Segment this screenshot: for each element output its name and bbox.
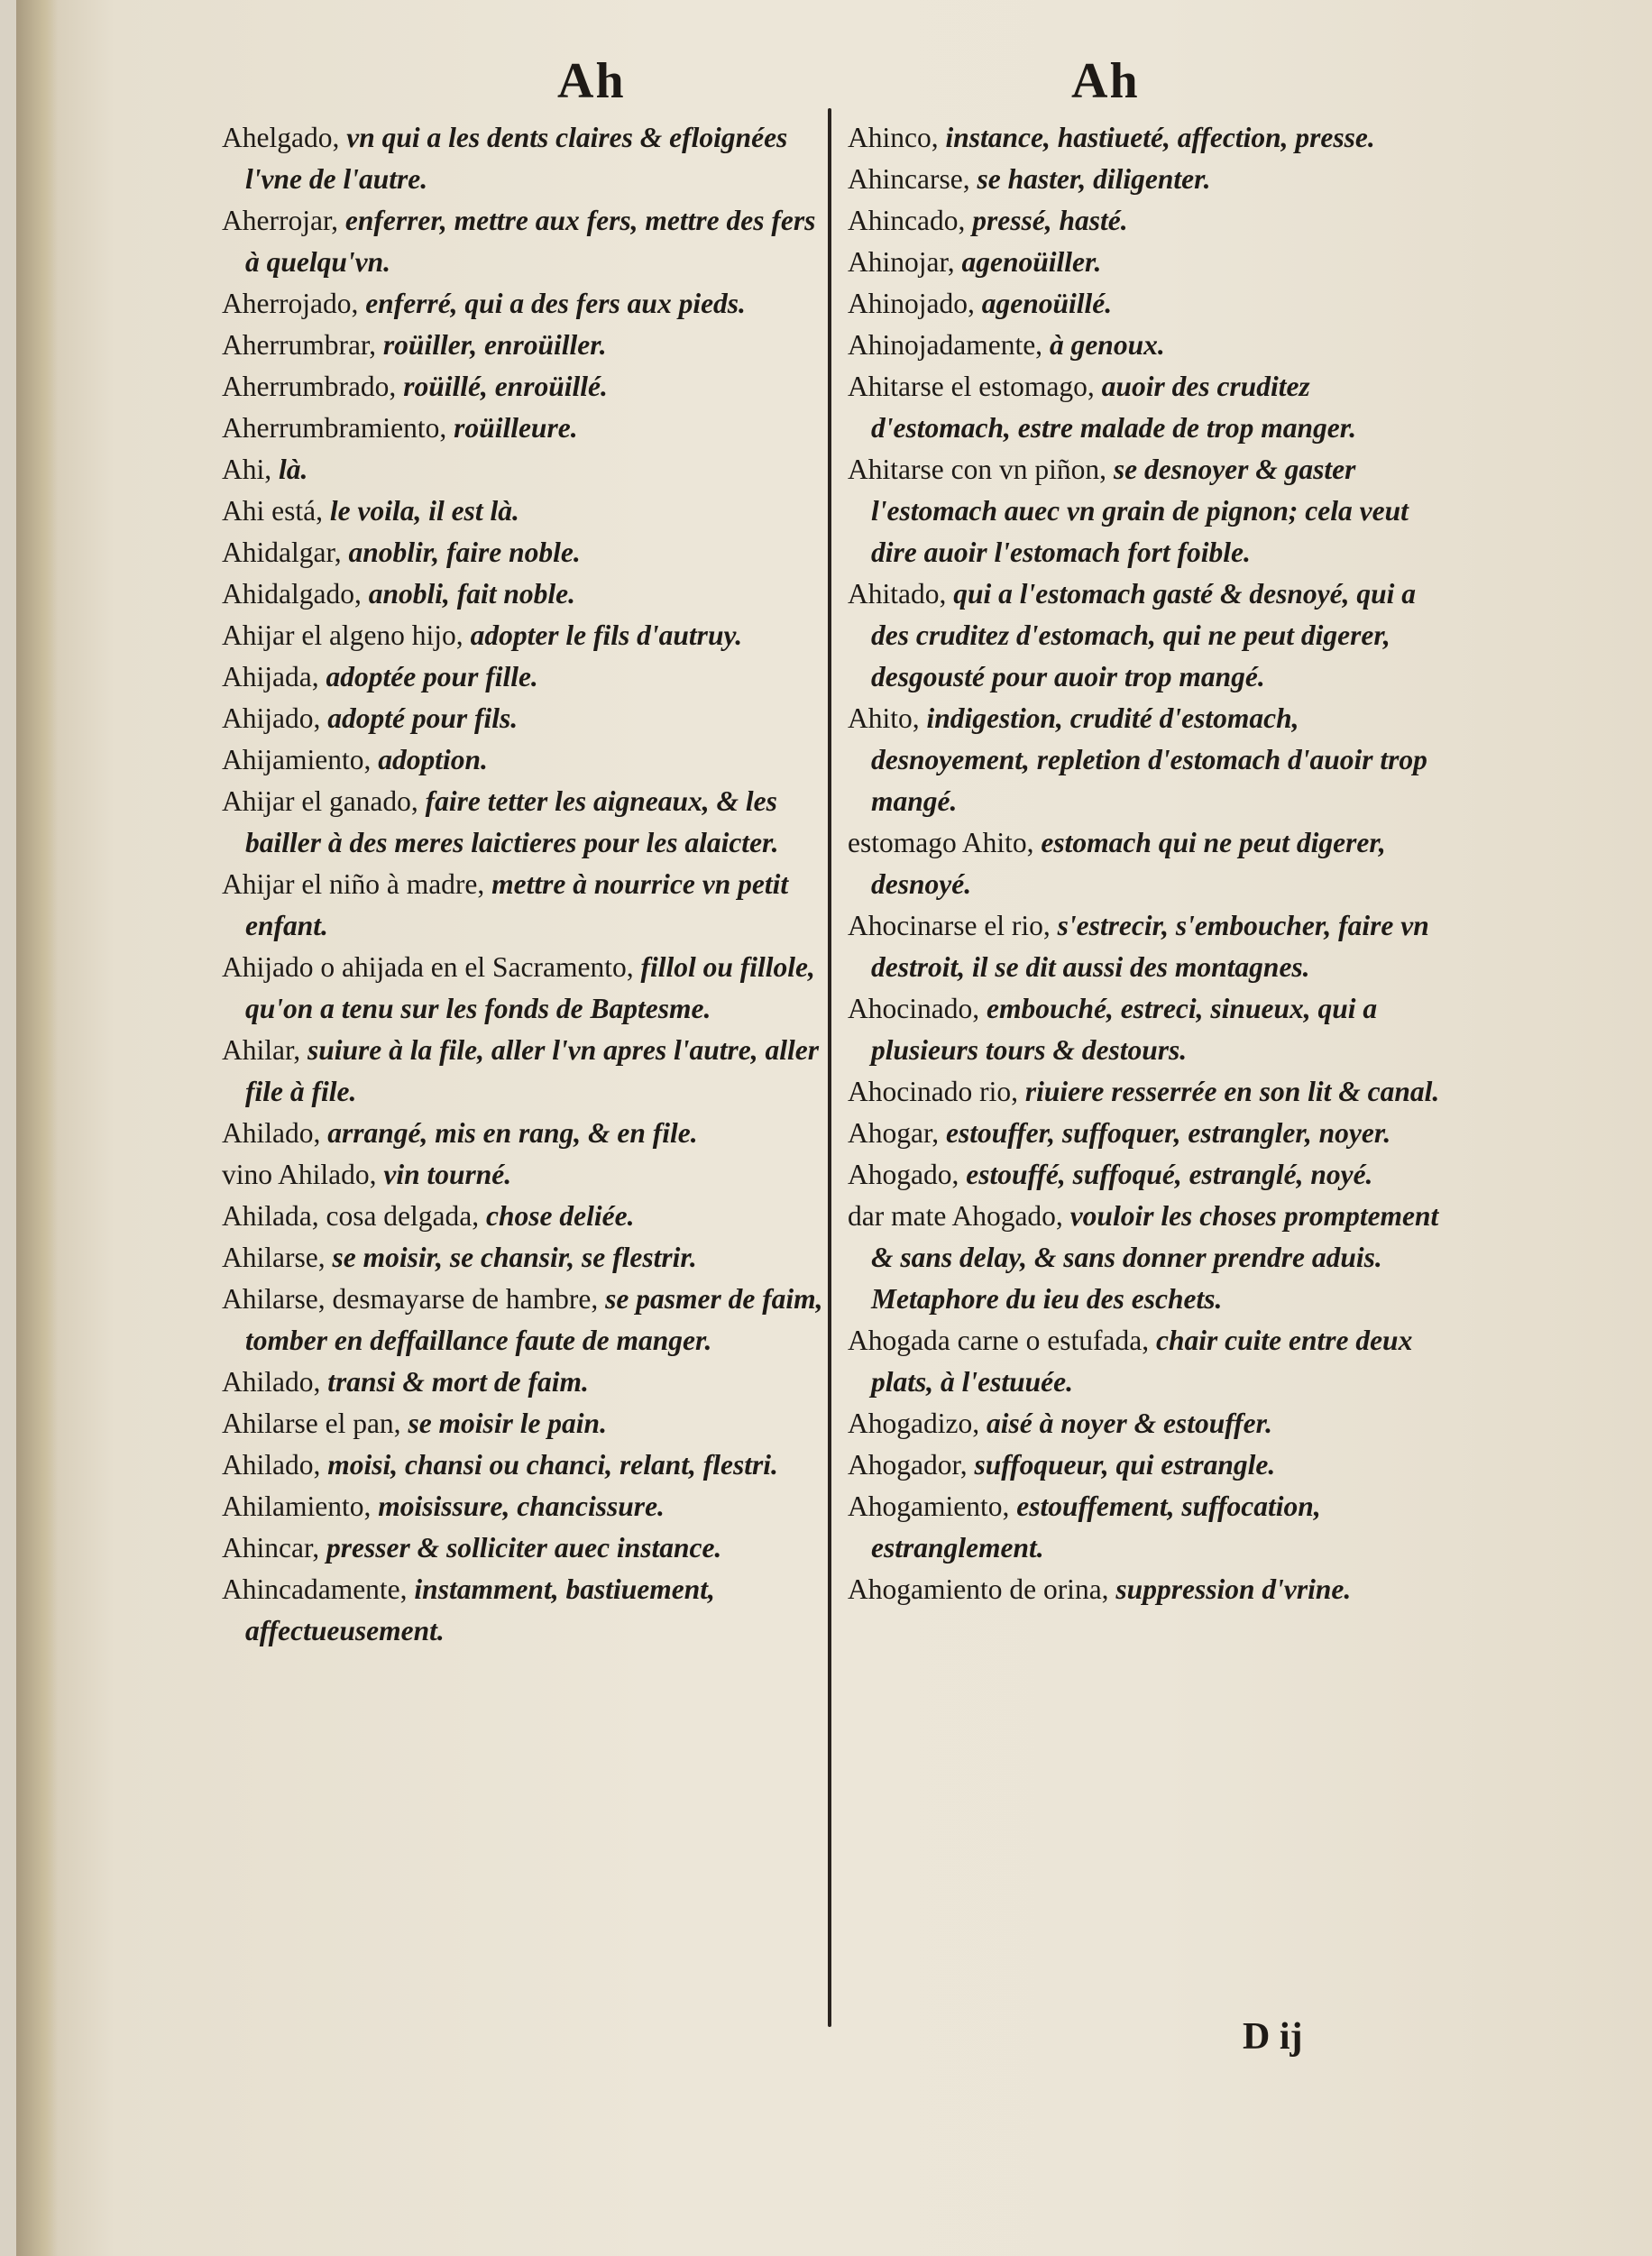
entry-headword: Ahitado, bbox=[848, 578, 947, 610]
entry-definition: faire tetter les aigneaux, & les bailler à des meres laictieres pour les alaicter. bbox=[245, 785, 779, 858]
dictionary-entry bbox=[848, 1113, 1452, 1154]
entry-definition: anobli, fait noble. bbox=[368, 578, 575, 610]
dictionary-entry bbox=[848, 1196, 1452, 1320]
entry-definition: adopté pour fils. bbox=[327, 702, 519, 734]
entry-headword: Ahijar el ganado, bbox=[222, 785, 418, 817]
dictionary-entry bbox=[848, 1444, 1452, 1486]
dictionary-entry bbox=[222, 864, 826, 947]
entry-headword: Ahilarse el pan, bbox=[222, 1408, 401, 1439]
dictionary-entry bbox=[222, 573, 826, 615]
entry-headword: Ahogado, bbox=[848, 1159, 959, 1190]
entry-definition: adoptée pour fille. bbox=[326, 661, 538, 692]
dictionary-entry bbox=[222, 656, 826, 698]
entry-definition: riuiere resserrée en son lit & canal. bbox=[1024, 1076, 1440, 1107]
entry-headword: Ahito, bbox=[848, 702, 920, 734]
entry-definition: se moisir, se chansir, se flestrir. bbox=[332, 1242, 697, 1273]
entry-definition: fillol ou fillole, qu'on a tenu sur les fonds de Baptesme. bbox=[245, 951, 815, 1024]
entry-headword: Ahincarse, bbox=[848, 163, 970, 195]
dictionary-entry bbox=[848, 283, 1452, 325]
dictionary-entry bbox=[848, 242, 1452, 283]
signature-mark: D ij bbox=[1243, 2016, 1303, 2058]
entry-headword: Ahincado, bbox=[848, 205, 966, 236]
entry-definition: vouloir les choses promptement & sans delay, & sans donner prendre aduis. Metaphore du ieu des eschets. bbox=[871, 1200, 1439, 1315]
entry-definition: enferrer, mettre aux fers, mettre des fers à quelqu'vn. bbox=[245, 205, 816, 278]
entry-definition: s'estrecir, s'emboucher, faire vn destroit, il se dit aussi des montagnes. bbox=[871, 910, 1429, 983]
dictionary-entry bbox=[848, 988, 1452, 1071]
dictionary-entry bbox=[222, 739, 826, 781]
dictionary-entry bbox=[848, 698, 1452, 822]
entry-headword: Ahocinarse el rio, bbox=[848, 910, 1051, 941]
entry-headword: Ahogador, bbox=[848, 1449, 968, 1481]
entry-definition: estouffer, suffoquer, estrangler, noyer. bbox=[945, 1117, 1391, 1149]
dictionary-entry bbox=[848, 1403, 1452, 1444]
dictionary-entry bbox=[848, 159, 1452, 200]
entry-definition: le voila, il est là. bbox=[329, 495, 519, 527]
entry-headword: Ahitarse con vn piñon, bbox=[848, 454, 1106, 485]
dictionary-entry bbox=[222, 491, 826, 532]
entry-headword: Ahi está, bbox=[222, 495, 323, 527]
entry-definition: instamment, bastiuement, affectueusement. bbox=[245, 1573, 715, 1646]
dictionary-entry bbox=[222, 1569, 826, 1652]
entry-definition: agenoüillé. bbox=[981, 288, 1113, 319]
entry-definition: vn qui a les dents claires & efloignées l'vne de l'autre. bbox=[245, 122, 788, 195]
dictionary-entry bbox=[222, 781, 826, 864]
dictionary-entry bbox=[222, 325, 826, 366]
entry-definition: se pasmer de faim, tomber en deffaillance faute de manger. bbox=[245, 1283, 823, 1356]
entry-headword: Ahijar el algeno hijo, bbox=[222, 619, 463, 651]
dictionary-entry bbox=[222, 1113, 826, 1154]
dictionary-entry bbox=[848, 905, 1452, 988]
entry-definition: arrangé, mis en rang, & en file. bbox=[327, 1117, 698, 1149]
entry-headword: Ahincadamente, bbox=[222, 1573, 408, 1605]
dictionary-entry bbox=[848, 1486, 1452, 1569]
dictionary-entry bbox=[222, 366, 826, 408]
dictionary-entry bbox=[848, 1569, 1452, 1610]
entry-headword: Ahilada, cosa delgada, bbox=[222, 1200, 480, 1232]
entry-headword: Ahilar, bbox=[222, 1034, 301, 1066]
dictionary-entry bbox=[222, 408, 826, 449]
entry-headword: vino Ahilado, bbox=[222, 1159, 377, 1190]
entry-definition: indigestion, crudité d'estomach, desnoyement, repletion d'estomach d'auoir trop mangé. bbox=[871, 702, 1427, 817]
dictionary-entry bbox=[222, 1486, 826, 1527]
entry-definition: roüiller, enroüiller. bbox=[382, 329, 607, 361]
entry-headword: Ahijamiento, bbox=[222, 744, 372, 775]
dictionary-entry bbox=[222, 947, 826, 1030]
entry-headword: Ahogadizo, bbox=[848, 1408, 980, 1439]
entry-headword: Ahogada carne o estufada, bbox=[848, 1325, 1150, 1356]
entry-definition: transi & mort de faim. bbox=[327, 1366, 589, 1398]
entry-headword: Ahidalgado, bbox=[222, 578, 362, 610]
entry-headword: Ahilarse, bbox=[222, 1242, 326, 1273]
dictionary-entry bbox=[848, 573, 1452, 698]
entry-definition: suffoqueur, qui estrangle. bbox=[974, 1449, 1276, 1481]
dictionary-entry bbox=[222, 1237, 826, 1279]
entry-definition: anoblir, faire noble. bbox=[348, 536, 581, 568]
entry-headword: Ahincar, bbox=[222, 1532, 320, 1564]
dictionary-entry bbox=[222, 1154, 826, 1196]
entry-definition: adoption. bbox=[378, 744, 488, 775]
dictionary-entry bbox=[848, 1154, 1452, 1196]
entry-headword: estomago Ahito, bbox=[848, 827, 1034, 858]
entry-headword: Ahijado, bbox=[222, 702, 321, 734]
entry-headword: Aherrumbrado, bbox=[222, 371, 397, 402]
entry-definition: chair cuite entre deux plats, à l'estuuée. bbox=[871, 1325, 1413, 1398]
entry-headword: Ahidalgar, bbox=[222, 536, 342, 568]
dictionary-entry bbox=[222, 698, 826, 739]
entry-definition: à genoux. bbox=[1049, 329, 1165, 361]
right-column bbox=[848, 117, 1452, 1610]
entry-definition: embouché, estreci, sinueux, qui a plusieurs tours & destours. bbox=[871, 993, 1378, 1066]
entry-headword: Ahogar, bbox=[848, 1117, 940, 1149]
entry-definition: vin tourné. bbox=[383, 1159, 512, 1190]
entry-headword: Aherrumbrar, bbox=[222, 329, 377, 361]
entry-definition: pressé, hasté. bbox=[972, 205, 1128, 236]
dictionary-entry bbox=[848, 325, 1452, 366]
entry-definition: roüillé, enroüillé. bbox=[403, 371, 608, 402]
entry-definition: adopter le fils d'autruy. bbox=[470, 619, 743, 651]
entry-headword: Ahilamiento, bbox=[222, 1490, 372, 1522]
entry-definition: qui a l'estomach gasté & desnoyé, qui a des cruditez d'estomach, qui ne peut digerer, desgousté pour auoir trop mangé. bbox=[871, 578, 1416, 692]
dictionary-entry bbox=[848, 117, 1452, 159]
left-running-head: Ah bbox=[557, 53, 626, 109]
entry-headword: Aherrojado, bbox=[222, 288, 359, 319]
entry-headword: Ahogamiento de orina, bbox=[848, 1573, 1109, 1605]
entry-definition: instance, hastiueté, affection, presse. bbox=[945, 122, 1375, 153]
column-rule bbox=[828, 108, 831, 2027]
entry-headword: Ahitarse el estomago, bbox=[848, 371, 1095, 402]
entry-definition: moisissure, chancissure. bbox=[378, 1490, 665, 1522]
entry-headword: Ahijar el niño à madre, bbox=[222, 868, 485, 900]
dictionary-entry bbox=[848, 200, 1452, 242]
entry-definition: agenoüiller. bbox=[961, 246, 1102, 278]
dictionary-entry bbox=[848, 449, 1452, 573]
entry-headword: Ahilado, bbox=[222, 1117, 321, 1149]
entry-definition: là. bbox=[279, 454, 308, 485]
entry-definition: presser & solliciter auec instance. bbox=[326, 1532, 722, 1564]
dictionary-page bbox=[16, 0, 1652, 2256]
dictionary-entry bbox=[222, 449, 826, 491]
entry-definition: estomach qui ne peut digerer, desnoyé. bbox=[871, 827, 1386, 900]
entry-definition: enferré, qui a des fers aux pieds. bbox=[365, 288, 746, 319]
book-gutter bbox=[16, 0, 58, 2256]
entry-headword: Ahijada, bbox=[222, 661, 319, 692]
entry-definition: aisé à noyer & estouffer. bbox=[986, 1408, 1272, 1439]
entry-definition: se moisir le pain. bbox=[408, 1408, 607, 1439]
entry-headword: Ahinco, bbox=[848, 122, 939, 153]
entry-definition: chose deliée. bbox=[486, 1200, 635, 1232]
left-column bbox=[222, 117, 826, 1652]
entry-headword: Ahinojadamente, bbox=[848, 329, 1043, 361]
entry-definition: se desnoyer & gaster l'estomach auec vn grain de pignon; cela veut dire auoir l'estomach fort foible. bbox=[871, 454, 1409, 568]
entry-definition: mettre à nourrice vn petit enfant. bbox=[245, 868, 789, 941]
dictionary-entry bbox=[848, 366, 1452, 449]
entry-definition: se haster, diligenter. bbox=[977, 163, 1211, 195]
entry-headword: Ahilado, bbox=[222, 1449, 321, 1481]
entry-headword: Ahijado o ahijada en el Sacramento, bbox=[222, 951, 634, 983]
dictionary-entry bbox=[848, 1320, 1452, 1403]
entry-headword: Ahinojado, bbox=[848, 288, 975, 319]
entry-headword: Ahilarse, desmayarse de hambre, bbox=[222, 1283, 599, 1315]
right-running-head: Ah bbox=[1071, 53, 1140, 109]
dictionary-entry bbox=[222, 1196, 826, 1237]
entry-definition: roüilleure. bbox=[454, 412, 578, 444]
entry-headword: Ahogamiento, bbox=[848, 1490, 1010, 1522]
dictionary-entry bbox=[222, 615, 826, 656]
dictionary-entry bbox=[222, 200, 826, 283]
entry-headword: Aherrumbramiento, bbox=[222, 412, 447, 444]
dictionary-entry bbox=[222, 117, 826, 200]
entry-headword: Ahilado, bbox=[222, 1366, 321, 1398]
entry-headword: dar mate Ahogado, bbox=[848, 1200, 1063, 1232]
dictionary-entry bbox=[848, 822, 1452, 905]
entry-definition: moisi, chansi ou chanci, relant, flestri. bbox=[327, 1449, 778, 1481]
entry-definition: suppression d'vrine. bbox=[1115, 1573, 1352, 1605]
entry-definition: auoir des cruditez d'estomach, estre malade de trop manger. bbox=[871, 371, 1357, 444]
entry-headword: Ahelgado, bbox=[222, 122, 340, 153]
dictionary-entry bbox=[222, 1279, 826, 1362]
dictionary-entry bbox=[222, 1527, 826, 1569]
dictionary-entry bbox=[222, 1030, 826, 1113]
dictionary-entry bbox=[222, 283, 826, 325]
entry-headword: Aherrojar, bbox=[222, 205, 339, 236]
entry-definition: estouffé, suffoqué, estranglé, noyé. bbox=[966, 1159, 1373, 1190]
entry-headword: Ahocinado rio, bbox=[848, 1076, 1018, 1107]
dictionary-entry bbox=[222, 1444, 826, 1486]
entry-definition: suiure à la file, aller l'vn apres l'autre, aller file à file. bbox=[245, 1034, 819, 1107]
entry-definition: estouffement, suffocation, estranglement. bbox=[871, 1490, 1321, 1564]
dictionary-entry bbox=[222, 1362, 826, 1403]
entry-headword: Ahinojar, bbox=[848, 246, 955, 278]
dictionary-entry bbox=[848, 1071, 1452, 1113]
entry-headword: Ahocinado, bbox=[848, 993, 980, 1024]
entry-headword: Ahi, bbox=[222, 454, 272, 485]
dictionary-entry bbox=[222, 532, 826, 573]
dictionary-entry bbox=[222, 1403, 826, 1444]
